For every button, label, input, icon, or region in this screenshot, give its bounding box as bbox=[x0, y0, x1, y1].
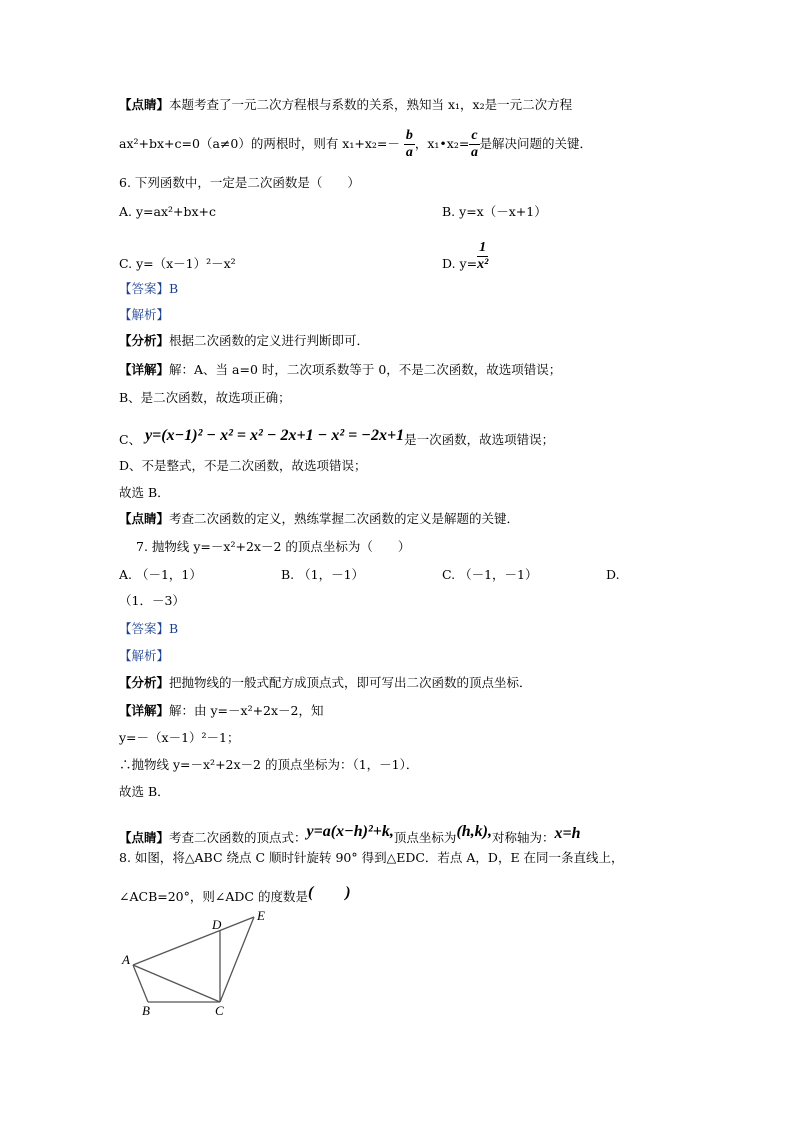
text: 对称轴为： bbox=[492, 830, 555, 845]
label: 【点睛】 bbox=[119, 511, 170, 526]
text: 考查二次函数的定义，熟练掌握二次函数的定义是解题的关键． bbox=[169, 511, 520, 526]
label: 【分析】 bbox=[119, 333, 170, 348]
num: b bbox=[405, 128, 413, 143]
value: B bbox=[169, 621, 179, 636]
detail-b: B、是二次函数，故选项正确； bbox=[119, 390, 291, 405]
conclusion: 故选 B． bbox=[119, 485, 170, 500]
text: C、 bbox=[119, 432, 142, 447]
point-a-label: A bbox=[122, 952, 130, 967]
formula: y=(x−1)² − x² = x² − 2x+1 − x² = −2x+1 bbox=[145, 427, 405, 444]
detail-line-3: ∴抛物线 y=－x²+2x－2 的顶点坐标为：（1，－1）． bbox=[119, 757, 419, 772]
segment-ae bbox=[133, 917, 254, 965]
text: 是一次函数，故选项错误； bbox=[404, 432, 555, 447]
label: 【详解】 bbox=[119, 362, 170, 377]
formula: y=a(x−h)²+k, bbox=[306, 823, 394, 840]
text: 是解决问题的关键． bbox=[479, 136, 593, 151]
label: 【点睛】 bbox=[119, 97, 170, 112]
text: ∠ACB=20°，则∠ADC 的度数是 bbox=[119, 889, 308, 904]
question-7: 7. 抛物线 y=－x²+2x－2 的顶点坐标为（ ） bbox=[136, 539, 411, 554]
formula: (h,k), bbox=[456, 823, 492, 840]
text: D. y= bbox=[442, 256, 478, 271]
text: 解：A、当 a=0 时，二次项系数等于 0，不是二次函数，故选项错误； bbox=[169, 362, 562, 377]
label: 【点睛】 bbox=[119, 830, 170, 845]
text: ，x₁•x₂= bbox=[414, 136, 470, 151]
formula: x=h bbox=[554, 825, 581, 842]
point-c-label: C bbox=[215, 1003, 224, 1018]
option-b: B. （1，－1） bbox=[281, 567, 365, 582]
value: B bbox=[169, 281, 179, 296]
den: a bbox=[405, 145, 413, 160]
option-b: B. y=x（－x+1） bbox=[442, 204, 547, 219]
option-d-value: （1．－3） bbox=[119, 593, 185, 608]
label: 【分析】 bbox=[119, 675, 170, 690]
analysis-label: 【解析】 bbox=[119, 307, 170, 322]
analysis-label: 【解析】 bbox=[119, 648, 170, 663]
option-c: C. （－1，－1） bbox=[442, 567, 538, 582]
question-6: 6. 下列函数中，一定是二次函数是（ ） bbox=[119, 175, 360, 190]
question-8-line-1: 8. 如图，将△ABC 绕点 C 顺时针旋转 90° 得到△EDC．若点 A，D，E 在同一条直线上， bbox=[119, 850, 624, 865]
text: 把抛物线的一般式配方成顶点式，即可写出二次函数的顶点坐标． bbox=[169, 675, 532, 690]
option-a: A. （－1，1） bbox=[119, 567, 202, 582]
text: 考查二次函数的顶点式： bbox=[169, 830, 307, 845]
label: 【详解】 bbox=[119, 703, 170, 718]
segment-ec bbox=[220, 917, 254, 1002]
label: 【答案】 bbox=[119, 621, 170, 636]
point-d-label: D bbox=[212, 917, 222, 932]
den: x² bbox=[477, 257, 489, 272]
option-c: C. y=（x－1）²－x² bbox=[119, 256, 236, 271]
text: 顶点坐标为 bbox=[393, 830, 457, 845]
text: ax²+bx+c=0（a≠0）的两根时，则有 x₁+x₂=－ bbox=[119, 136, 400, 151]
point-b-label: B bbox=[142, 1003, 150, 1018]
point-e-label: E bbox=[257, 908, 265, 923]
paren: ( ) bbox=[307, 884, 351, 901]
den: a bbox=[470, 145, 478, 160]
num: c bbox=[471, 128, 478, 143]
conclusion: 故选 B． bbox=[119, 784, 170, 799]
text: 根据二次函数的定义进行判断即可． bbox=[169, 333, 370, 348]
num: 1 bbox=[477, 240, 488, 257]
detail-d: D、不是整式，不是二次函数，故选项错误； bbox=[119, 458, 367, 473]
option-a: A. y=ax²+bx+c bbox=[119, 204, 217, 219]
text: 本题考查了一元二次方程根与系数的关系，熟知当 x₁，x₂是一元二次方程 bbox=[169, 97, 573, 112]
text: 解：由 y=－x²+2x－2，知 bbox=[169, 703, 324, 718]
label: 【答案】 bbox=[119, 281, 170, 296]
option-d: D. bbox=[606, 567, 620, 582]
detail-line-2: y=－（x－1）²－1； bbox=[119, 730, 240, 745]
